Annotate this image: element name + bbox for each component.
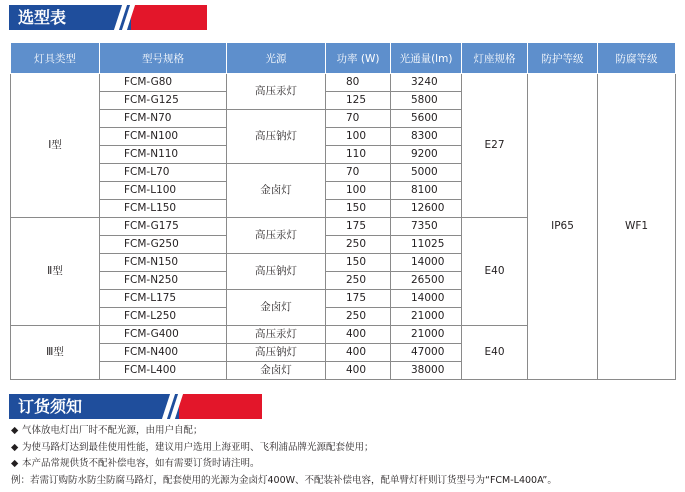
model-cell: FCM-N110 <box>100 146 227 164</box>
column-header: 防腐等级 <box>598 43 676 74</box>
model-cell: FCM-N250 <box>100 272 227 290</box>
light-source-cell: 高压钠灯 <box>227 254 326 290</box>
power-cell: 250 <box>326 236 391 254</box>
power-cell: 70 <box>326 110 391 128</box>
model-cell: FCM-G400 <box>100 326 227 344</box>
model-cell: FCM-N70 <box>100 110 227 128</box>
flux-cell: 14000 <box>391 254 462 272</box>
table-row <box>11 74 676 92</box>
socket-cell: E40 <box>462 326 528 380</box>
note-text: 本产品常规供货不配补偿电容，如有需要订货时请注明。 <box>22 458 260 469</box>
diamond-bullet-icon: ◆ <box>11 425 19 436</box>
light-source-cell: 高压汞灯 <box>227 326 326 344</box>
model-cell: FCM-N150 <box>100 254 227 272</box>
selection-title: 选型表 <box>9 5 131 30</box>
column-header: 灯具类型 <box>11 43 100 74</box>
column-header: 型号规格 <box>100 43 227 74</box>
light-source-cell: 高压钠灯 <box>227 110 326 164</box>
power-cell: 100 <box>326 128 391 146</box>
flux-cell: 21000 <box>391 326 462 344</box>
power-cell: 80 <box>326 74 391 92</box>
flux-cell: 26500 <box>391 272 462 290</box>
flux-cell: 5000 <box>391 164 462 182</box>
diamond-bullet-icon: ◆ <box>11 441 19 453</box>
light-source-cell: 高压汞灯 <box>227 74 326 110</box>
column-header: 光通量(lm) <box>391 43 462 74</box>
light-source-cell: 高压钠灯 <box>227 344 326 362</box>
power-cell: 175 <box>326 218 391 236</box>
note-example <box>11 473 681 490</box>
model-cell: FCM-G250 <box>100 236 227 254</box>
flux-cell: 8100 <box>391 182 462 200</box>
column-header: 光源 <box>227 43 326 74</box>
model-cell: FCM-L100 <box>100 182 227 200</box>
model-cell: FCM-L70 <box>100 164 227 182</box>
model-cell: FCM-N100 <box>100 128 227 146</box>
flux-cell: 5600 <box>391 110 462 128</box>
power-cell: 250 <box>326 272 391 290</box>
flux-cell: 38000 <box>391 362 462 380</box>
note-item <box>11 440 681 457</box>
power-cell: 400 <box>326 344 391 362</box>
protection-cell: IP65 <box>528 74 598 380</box>
model-cell: FCM-L175 <box>100 290 227 308</box>
banner-red-block <box>123 5 207 30</box>
table-header-row <box>11 43 676 74</box>
flux-cell: 8300 <box>391 128 462 146</box>
power-cell: 175 <box>326 290 391 308</box>
light-source-cell: 金卤灯 <box>227 164 326 218</box>
diamond-bullet-icon: ◆ <box>11 458 19 469</box>
selection-title-banner <box>9 5 207 30</box>
flux-cell: 7350 <box>391 218 462 236</box>
ordering-title-banner <box>9 394 262 419</box>
socket-cell: E27 <box>462 74 528 218</box>
lamp-type-cell: Ⅲ型 <box>11 326 100 380</box>
corrosion-cell: WF1 <box>598 74 676 380</box>
column-header: 功率 (W) <box>326 43 391 74</box>
banner-red-block <box>171 394 262 419</box>
flux-cell: 14000 <box>391 290 462 308</box>
ordering-title: 订货须知 <box>9 394 179 419</box>
model-cell: FCM-L400 <box>100 362 227 380</box>
column-header: 防护等级 <box>528 43 598 74</box>
power-cell: 150 <box>326 254 391 272</box>
light-source-cell: 金卤灯 <box>227 362 326 380</box>
power-cell: 125 <box>326 92 391 110</box>
lamp-type-cell: Ⅱ型 <box>11 218 100 326</box>
note-item <box>11 423 681 440</box>
model-cell: FCM-N400 <box>100 344 227 362</box>
power-cell: 400 <box>326 362 391 380</box>
flux-cell: 12600 <box>391 200 462 218</box>
selection-table <box>10 42 676 380</box>
flux-cell: 3240 <box>391 74 462 92</box>
flux-cell: 5800 <box>391 92 462 110</box>
note-text: 气体放电灯出厂时不配光源，由用户自配； <box>22 425 203 436</box>
note-item <box>11 456 681 473</box>
ordering-notes <box>11 423 681 489</box>
model-cell: FCM-L150 <box>100 200 227 218</box>
note-text: 例：若需订购防水防尘防腐马路灯，配套使用的光源为金卤灯400W、不配装补偿电容，配单臂灯杆则订货型号为“FCM-L400A”。 <box>11 474 557 486</box>
table-body <box>11 74 676 380</box>
light-source-cell: 金卤灯 <box>227 290 326 326</box>
power-cell: 100 <box>326 182 391 200</box>
flux-cell: 47000 <box>391 344 462 362</box>
socket-cell: E40 <box>462 218 528 326</box>
power-cell: 110 <box>326 146 391 164</box>
flux-cell: 21000 <box>391 308 462 326</box>
note-text: 为使马路灯达到最佳使用性能，建议用户选用上海亚明、飞利浦品牌光源配套使用； <box>22 441 374 453</box>
power-cell: 400 <box>326 326 391 344</box>
lamp-type-cell: Ⅰ型 <box>11 74 100 218</box>
flux-cell: 9200 <box>391 146 462 164</box>
power-cell: 70 <box>326 164 391 182</box>
light-source-cell: 高压汞灯 <box>227 218 326 254</box>
model-cell: FCM-G175 <box>100 218 227 236</box>
power-cell: 150 <box>326 200 391 218</box>
model-cell: FCM-G80 <box>100 74 227 92</box>
column-header: 灯座规格 <box>462 43 528 74</box>
power-cell: 250 <box>326 308 391 326</box>
model-cell: FCM-L250 <box>100 308 227 326</box>
flux-cell: 11025 <box>391 236 462 254</box>
model-cell: FCM-G125 <box>100 92 227 110</box>
